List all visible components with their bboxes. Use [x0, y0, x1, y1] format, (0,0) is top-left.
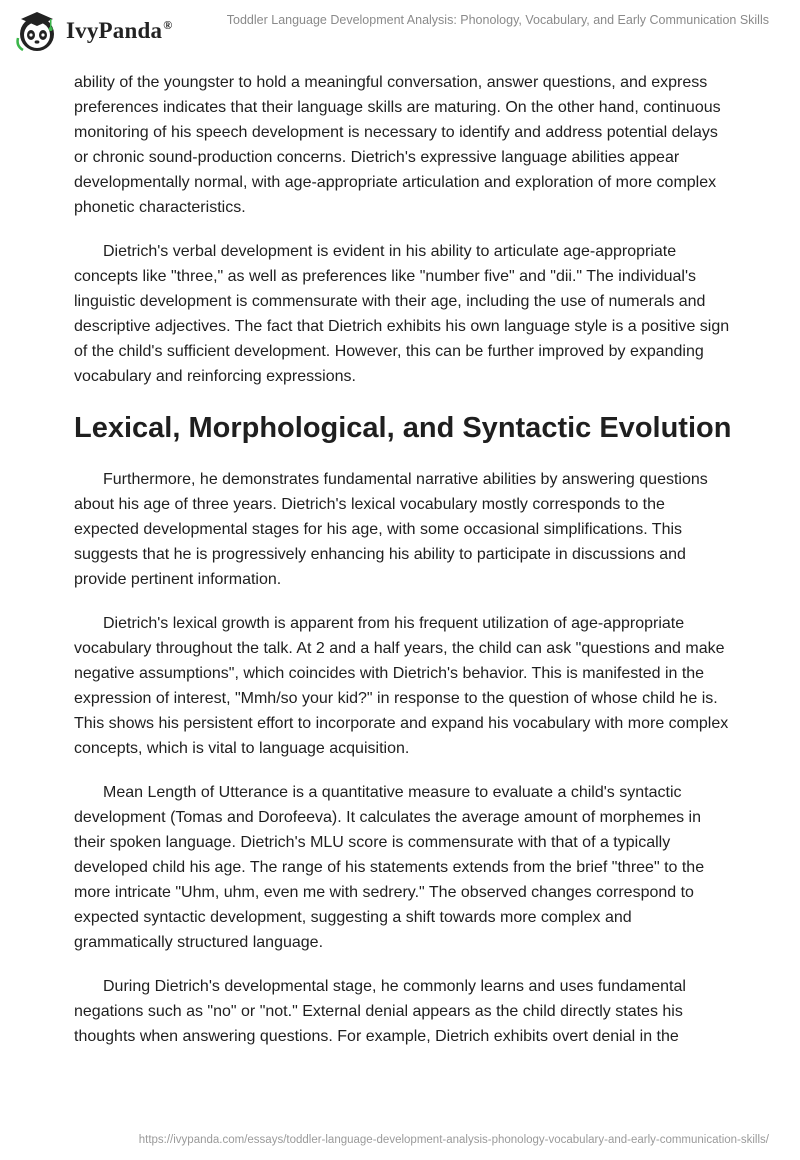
ivypanda-logo[interactable]	[14, 8, 214, 54]
essay-content	[74, 70, 734, 1068]
paragraph-4: Dietrich's lexical growth is apparent from his frequent utilization of age-appropriate vocabulary throughout the talk. At 2 and a half years, the child can ask "questions and make negative assumptions", which coincides with Dietrich's behavior. This is manifested in the expression of interest, "Mmh/so your kid?" in response to the question of whose child he is. This shows his persistent effort to incorporate and expand his vocabulary with more complex concepts, which is vital to language acquisition.	[74, 615, 729, 757]
footer-url[interactable]: https://ivypanda.com/essays/toddler-language-development-analysis-phonology-vocabulary-and-early-communication-skills/	[138, 1134, 769, 1146]
paragraph-1: ability of the youngster to hold a meaningful conversation, answer questions, and express preferences indicates that their language skills are maturing. On the other hand, continuous monitoring of his speech development is necessary to identify and address potential delays or chronic sound-production concerns. Dietrich's expressive language abilities appear developmentally normal, with age-appropriate articulation and exploration of more complex phonetic characteristics.	[74, 74, 721, 216]
logo-text: IvyPanda®	[66, 18, 173, 43]
paragraph-5: Mean Length of Utterance is a quantitative measure to evaluate a child's syntactic development (Tomas and Dorofeeva). It calculates the average amount of morphemes in their spoken language. Dietrich's MLU score is commensurate with that of a typically developed child his age. The range of his statements extends from the brief "three" to the more intricate "Uhm, uhm, even me with sedrery." The observed changes correspond to expected syntactic development, suggesting a shift towards more complex and grammatically structured language.	[74, 784, 705, 951]
paragraph-6: During Dietrich's developmental stage, he commonly learns and uses fundamental negations such as "no" or "not." External denial appears as the child directly states his thoughts when answering questions. For example, Dietrich exhibits overt denial in the	[74, 978, 686, 1045]
paragraph-2: Dietrich's verbal development is evident in his ability to articulate age-appropriate concepts like "three," as well as preferences like "number five" and "dii." The individual's linguistic development is commensurate with their age, including the use of numerals and descriptive adjectives. The fact that Dietrich exhibits his own language style is a positive sign of the child's sufficient development. However, this can be further improved by expanding vocabulary and reinforcing expressions.	[74, 243, 730, 385]
paragraph-3: Furthermore, he demonstrates fundamental narrative abilities by answering questions about his age of three years. Dietrich's lexical vocabulary mostly corresponds to the expected developmental stages for his age, with some occasional simplifications. This suggests that he is progressively enhancing his ability to participate in discussions and provide pertinent information.	[74, 471, 708, 588]
page-header	[0, 0, 800, 60]
section-heading: Lexical, Morphological, and Syntactic Evolution	[74, 412, 732, 444]
document-title: Toddler Language Development Analysis: Phonology, Vocabulary, and Early Communication Skills	[226, 13, 769, 27]
panda-graduate-icon	[14, 8, 60, 54]
